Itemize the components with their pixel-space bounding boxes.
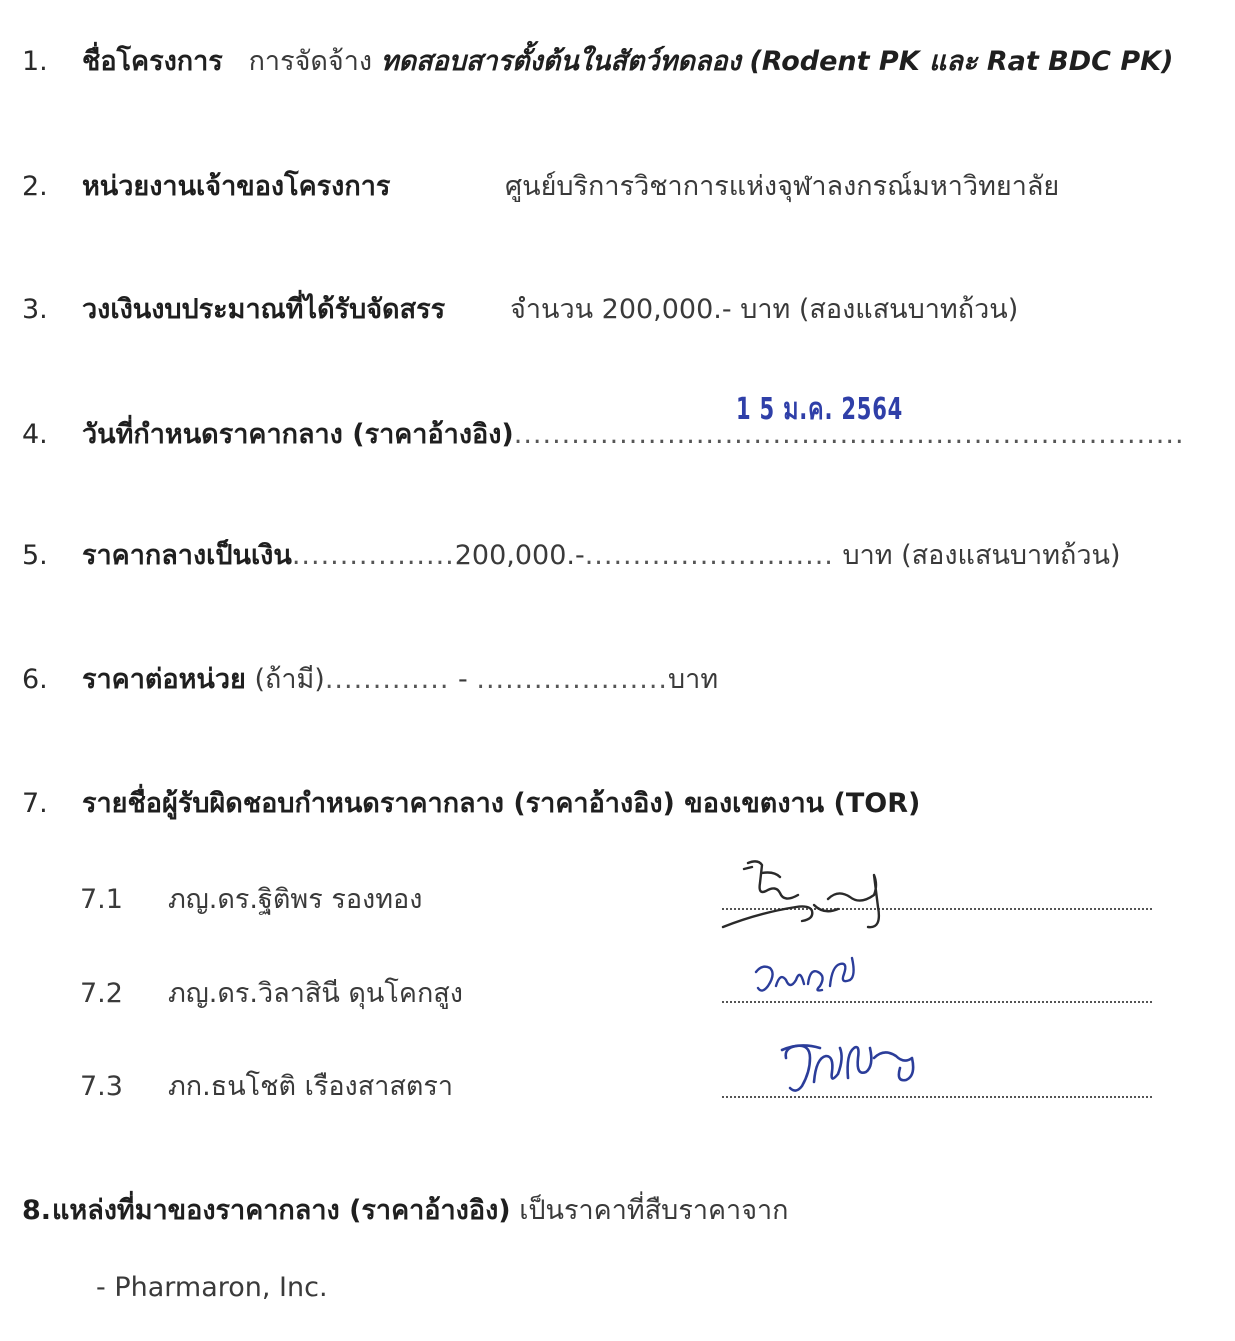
item-number: 8. bbox=[22, 1195, 52, 1226]
item-text: ศูนย์บริการวิชาการแห่งจุฬาลงกรณ์มหาวิทยาลัย bbox=[505, 171, 1060, 202]
member-number: 7.2 bbox=[80, 978, 123, 1009]
date-stamp: 1 5 ม.ค. 2564 bbox=[736, 392, 904, 427]
item-dash: - bbox=[458, 664, 468, 695]
item-unit: บาท bbox=[668, 664, 719, 695]
item-text: บาท (สองแสนบาทถ้วน) bbox=[842, 540, 1121, 571]
item-number: 3. bbox=[22, 294, 48, 325]
fill-dots: ...................................................................... bbox=[513, 419, 1185, 450]
price-value: 200,000.- bbox=[454, 540, 585, 571]
project-subtitle: (Rodent PK และ Rat BDC PK) bbox=[749, 46, 1174, 77]
item-number: 2. bbox=[22, 171, 48, 202]
member-number: 7.1 bbox=[80, 884, 123, 915]
item-label: วันที่กำหนดราคากลาง (ราคาอ้างอิง) bbox=[82, 419, 514, 450]
item-paren: (ถ้ามี) bbox=[254, 664, 325, 695]
fill-dots: .................... bbox=[476, 664, 669, 695]
item-label: หน่วยงานเจ้าของโครงการ bbox=[82, 171, 391, 202]
item-number: 4. bbox=[22, 419, 48, 450]
item-label: ราคาต่อหน่วย bbox=[82, 664, 246, 695]
member-name: ภก.ธนโชติ เรืองสาสตรา bbox=[168, 1071, 454, 1102]
item-label: ชื่อโครงการ bbox=[82, 46, 223, 77]
signature-1 bbox=[718, 855, 908, 935]
item-label: ราคากลางเป็นเงิน bbox=[82, 540, 292, 571]
fill-dots: .......................... bbox=[584, 540, 834, 571]
signature-line bbox=[722, 1001, 1152, 1003]
item-number: 7. bbox=[22, 788, 48, 819]
item-label: แหล่งที่มาของราคากลาง (ราคาอ้างอิง) bbox=[52, 1195, 511, 1226]
item-text: เป็นราคาที่สืบราคาจาก bbox=[519, 1195, 789, 1226]
item-label: วงเงินงบประมาณที่ได้รับจัดสรร bbox=[82, 294, 446, 325]
item-text: การจัดจ้าง bbox=[248, 46, 373, 77]
fill-dots: ............. bbox=[324, 664, 450, 695]
item-text: จำนวน 200,000.- บาท (สองแสนบาทถ้วน) bbox=[510, 294, 1019, 325]
item-number: 1. bbox=[22, 46, 48, 77]
member-name: ภญ.ดร.ฐิติพร รองทอง bbox=[168, 884, 423, 915]
fill-dots: ................. bbox=[291, 540, 455, 571]
item-number: 6. bbox=[22, 664, 48, 695]
member-name: ภญ.ดร.วิลาสินี ดุนโคกสูง bbox=[168, 978, 463, 1009]
item-label: รายชื่อผู้รับผิดชอบกำหนดราคากลาง (ราคาอ้างอิง) ของเขตงาน (TOR) bbox=[82, 788, 921, 819]
signature-2 bbox=[752, 950, 862, 1000]
item-number: 5. bbox=[22, 540, 48, 571]
signature-3 bbox=[780, 1018, 920, 1098]
member-number: 7.3 bbox=[80, 1071, 123, 1102]
project-title: ทดสอบสารตั้งต้นในสัตว์ทดลอง bbox=[380, 46, 741, 77]
source-item: - Pharmaron, Inc. bbox=[96, 1272, 328, 1303]
